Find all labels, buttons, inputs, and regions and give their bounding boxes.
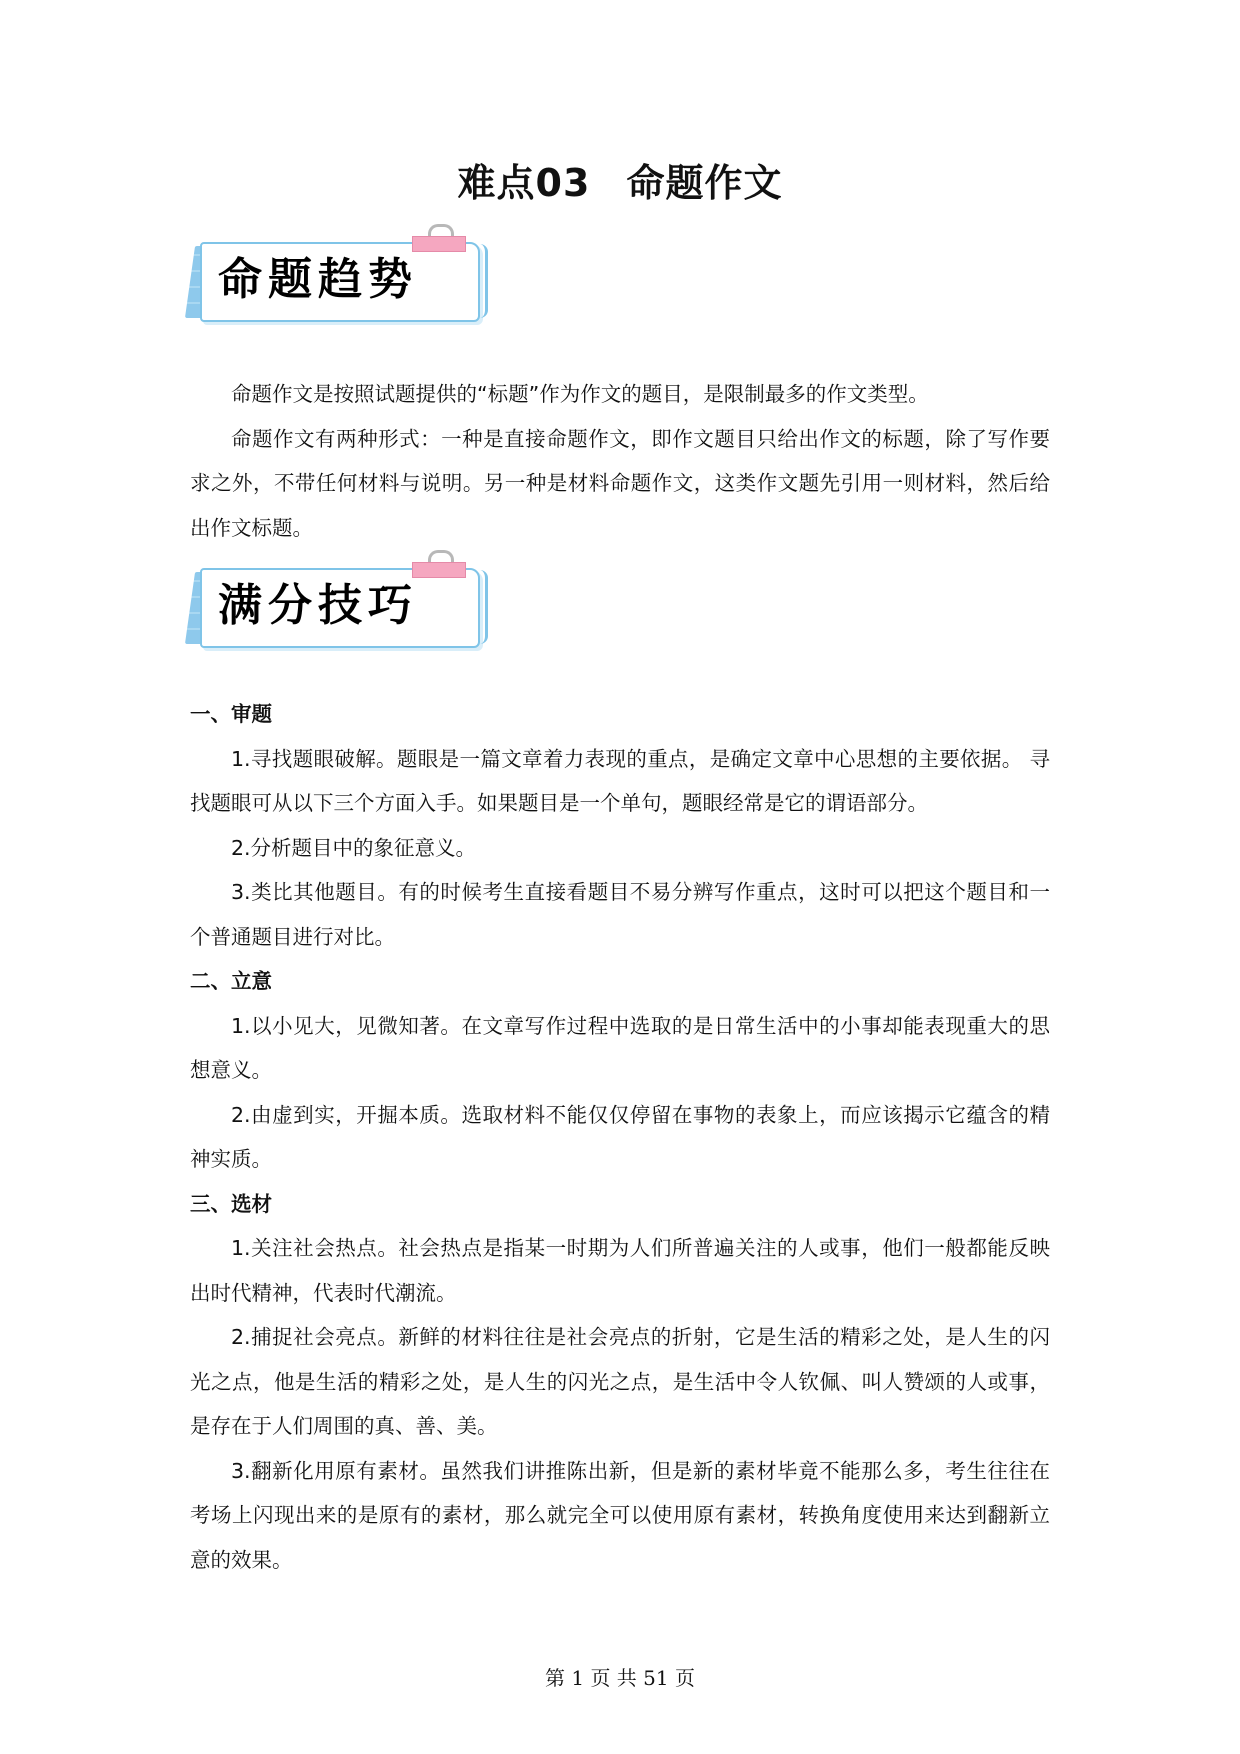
section-heading-shenti: 一、审题 [190,702,272,726]
page-number-footer: 第 1 页 共 51 页 [545,1666,695,1690]
banner-label: 命题趋势 [218,254,418,305]
banner-trend [190,228,490,328]
list-item: 1.以小见大，见微知著。在文章写作过程中选取的是日常生活中的小事却能表现重大的思想意义。 [190,1013,1050,1082]
section-heading-xuancai: 三、选材 [190,1191,272,1216]
paper-curl-decoration [475,244,488,318]
list-item: 3.类比其他题目。有的时候考生直接看题目不易分辨写作重点，这时可以把这个题目和一个普通题目进行对比。 [190,880,1050,949]
paper-curl-decoration [475,570,488,644]
banner-skills [190,554,490,654]
paragraph: 命题作文是按照试题提供的“标题”作为作文的题目，是限制最多的作文类型。 [231,382,929,406]
title-prefix: 难点03 [457,161,591,205]
banner-label: 满分技巧 [218,580,418,631]
list-item: 1.寻找题眼破解。题眼是一篇文章着力表现的重点，是确定文章中心思想的主要依据。 寻找题眼可从以下三个方面入手。如果题目是一个单句，题眼经常是它的谓语部分。 [190,746,1050,815]
section-heading-liyi: 二、立意 [190,969,272,993]
list-item: 2.由虚到实，开掘本质。选取材料不能仅仅停留在事物的表象上，而应该揭示它蕴含的精神实质。 [190,1102,1050,1171]
paragraph: 命题作文有两种形式：一种是直接命题作文，即作文题目只给出作文的标题，除了写作要求之外，不带任何材料与说明。另一种是材料命题作文，这类作文题先引用一则材料，然后给出作文标题。 [190,426,1050,540]
list-item: 2.捕捉社会亮点。新鲜的材料往往是社会亮点的折射，它是生活的精彩之处，是人生的闪光之点，他是生活的精彩之处，是人生的闪光之点，是生活中令人钦佩、叫人赞颂的人或事，是存在于人们周围的真、善、美。 [190,1325,1050,1438]
trend-section [190,372,1050,550]
list-item: 1.关注社会热点。社会热点是指某一时期为人们所普遍关注的人或事，他们一般都能反映出时代精神，代表时代潮流。 [190,1236,1050,1305]
list-item: 2.分析题目中的象征意义。 [231,835,477,860]
skills-section [190,692,1050,1582]
list-item: 3.翻新化用原有素材。虽然我们讲推陈出新，但是新的素材毕竟不能那么多，考生往往在考场上闪现出来的是原有的素材，那么就完全可以使用原有素材，转换角度使用来达到翻新立意的效果。 [190,1458,1050,1572]
page-title [0,152,1240,207]
title-main: 命题作文 [626,161,783,205]
